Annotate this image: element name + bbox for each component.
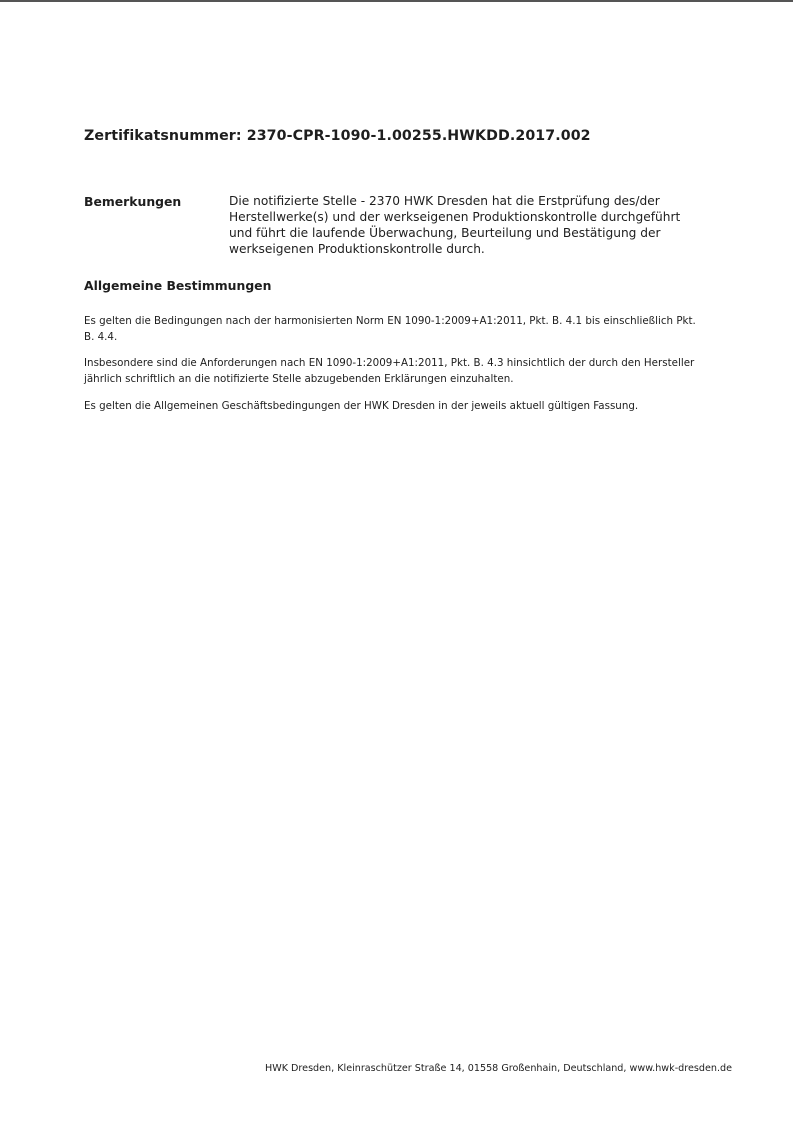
remarks-label: Bemerkungen <box>84 194 182 209</box>
general-provisions-heading: Allgemeine Bestimmungen <box>84 278 272 293</box>
certificate-number-heading: Zertifikatsnummer: 2370-CPR-1090-1.00255.HWKDD.2017.002 <box>84 128 591 144</box>
top-edge-rule <box>0 0 793 2</box>
provision-paragraph-3: Es gelten die Allgemeinen Geschäftsbedingungen der HWK Dresden in der jeweils aktuell gültigen Fassung. <box>84 400 639 412</box>
provision-paragraph-1: Es gelten die Bedingungen nach der harmonisierten Norm EN 1090-1:2009+A1:2011, Pkt. B. 4.1 bis einschließlich Pkt. B. 4.4. <box>84 315 696 343</box>
footer-address: HWK Dresden, Kleinraschützer Straße 14, 01558 Großenhain, Deutschland, www.hwk-dresden.de <box>265 1063 732 1074</box>
remarks-text: Die notifizierte Stelle - 2370 HWK Dresden hat die Erstprüfung des/der Herstellwerke(s) und der werkseigenen Produktionskontrolle durchgeführt und führt die laufende Überwachung, Beurteilung und Bestätigung der werkseigenen Produktionskontrolle durch. <box>229 194 681 256</box>
provision-paragraph-2: Insbesondere sind die Anforderungen nach EN 1090-1:2009+A1:2011, Pkt. B. 4.3 hinsichtlich der durch den Hersteller jährlich schriftlich an die notifizierte Stelle abzugebenden Erklärungen einzuhalten. <box>84 357 695 385</box>
